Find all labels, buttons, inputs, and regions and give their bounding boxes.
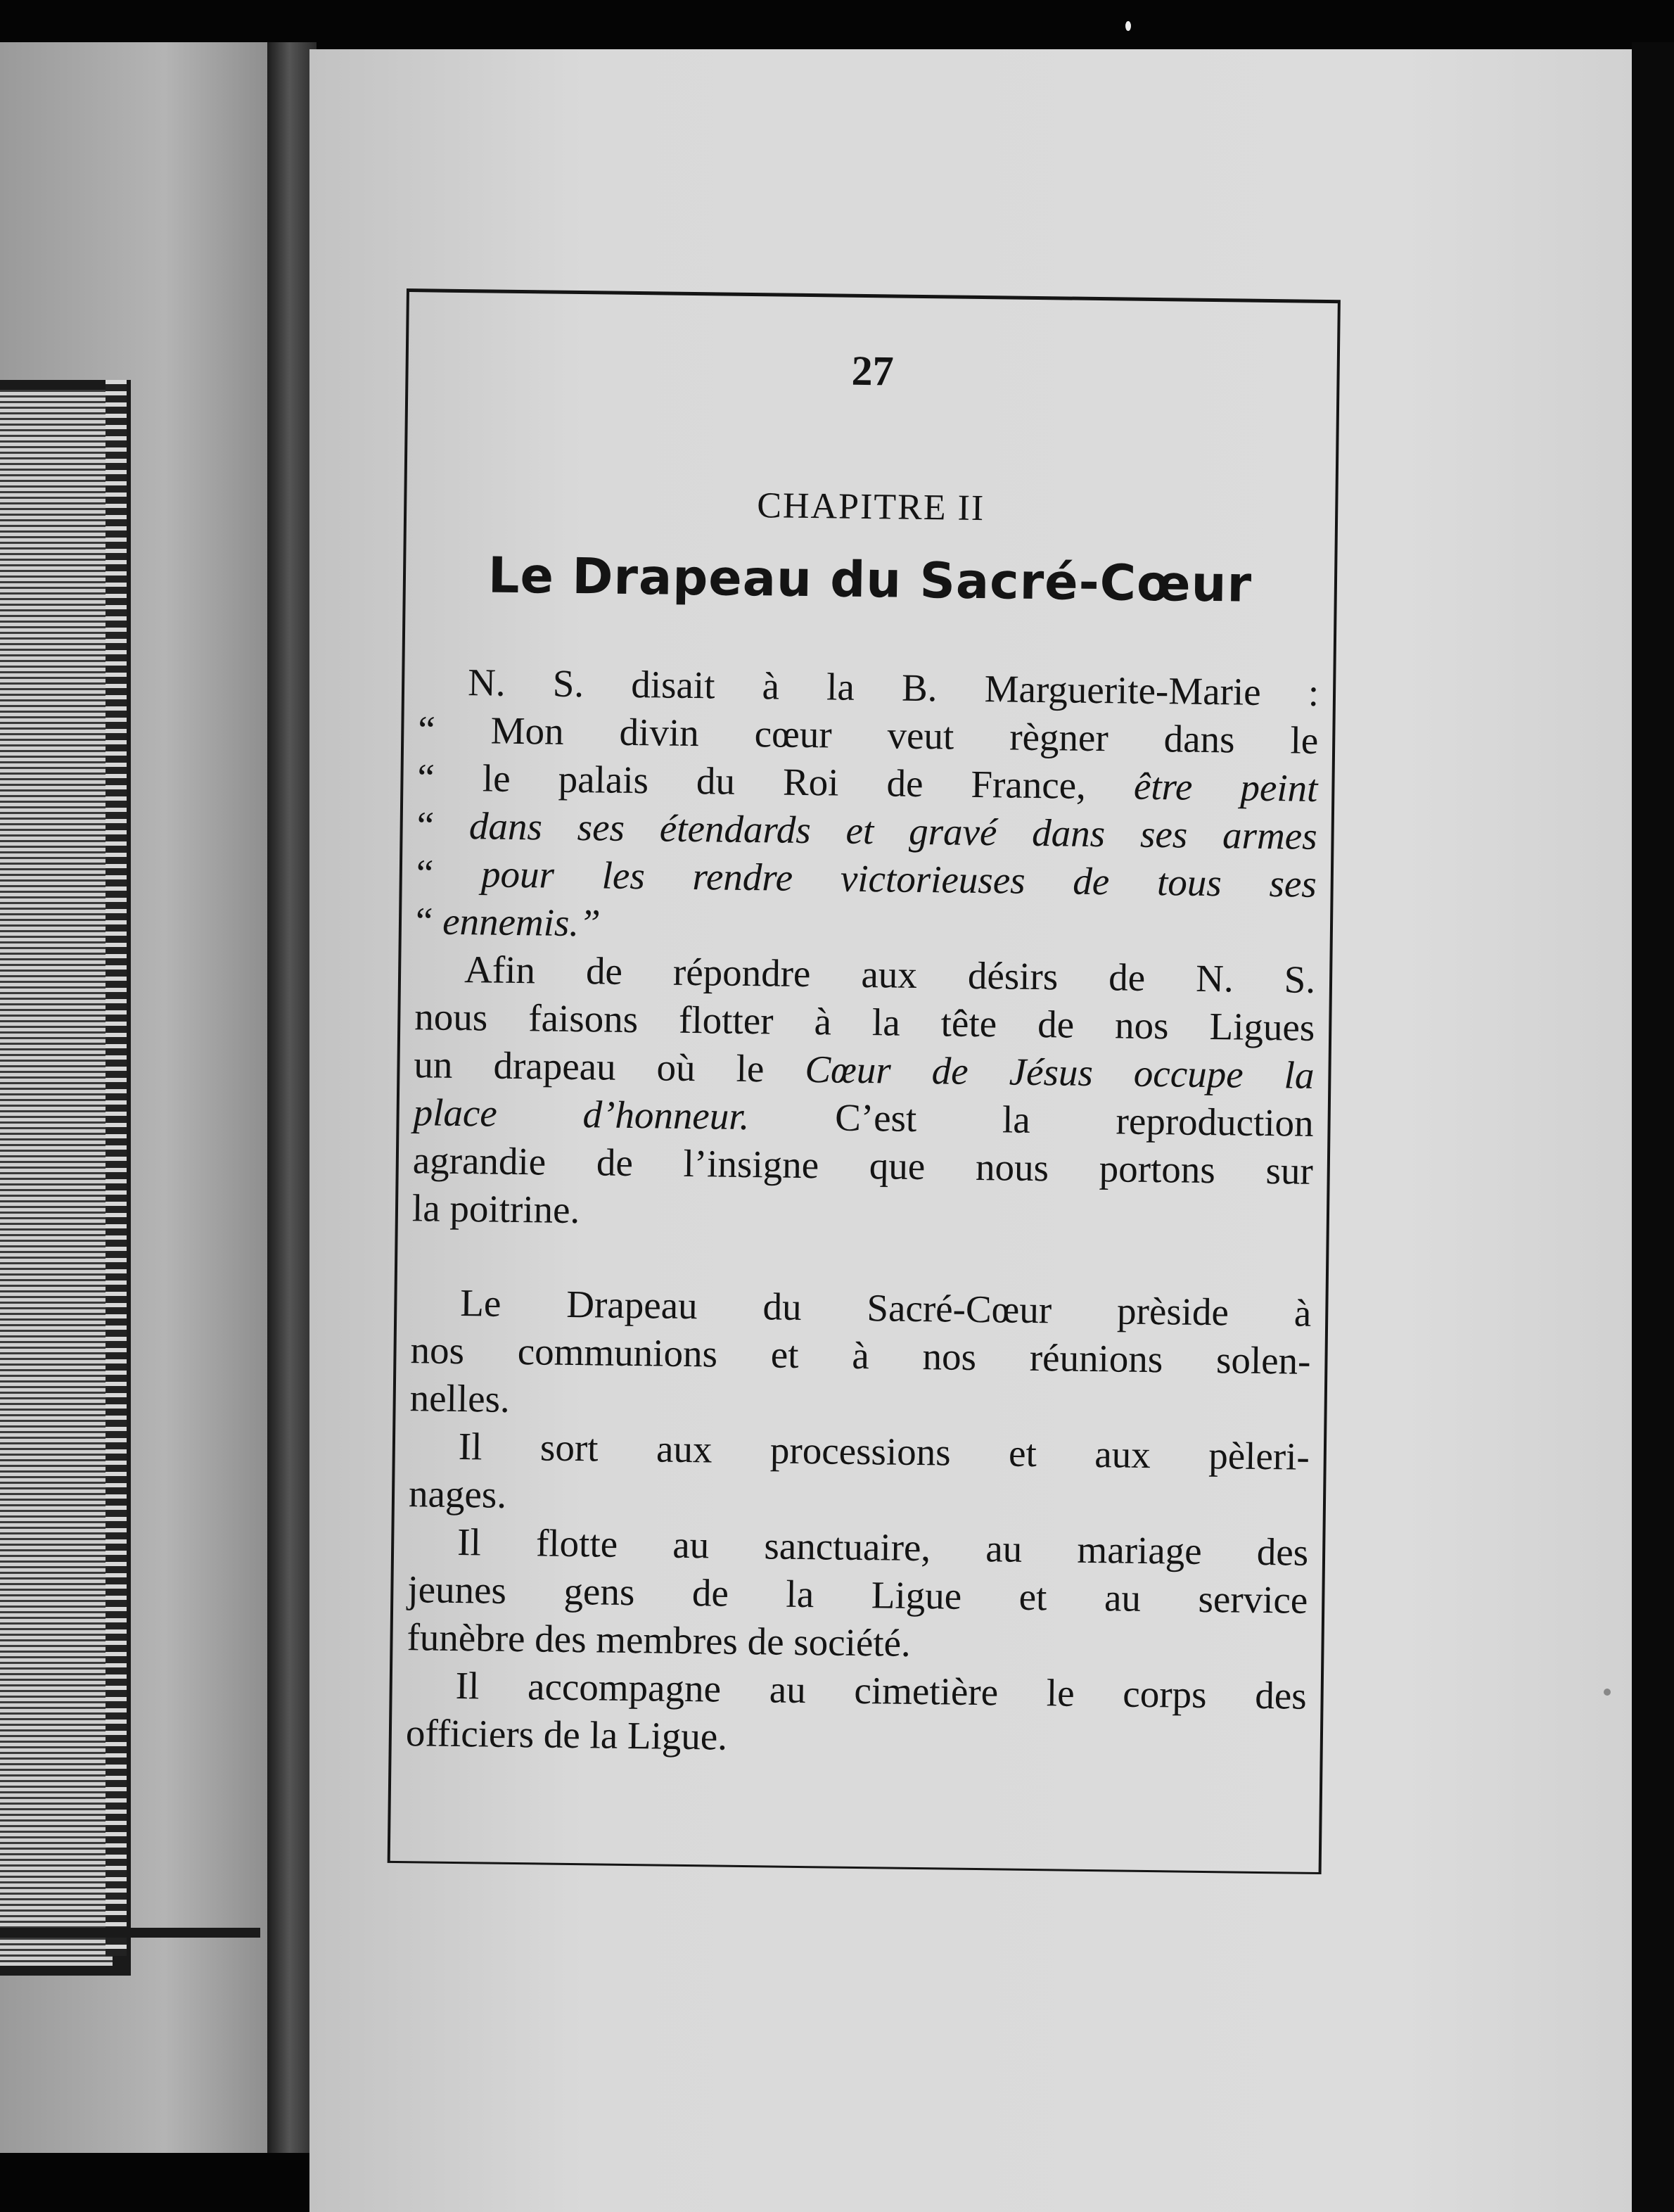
text-line: funèbre des membres de société.	[407, 1615, 912, 1665]
paragraph-6	[406, 1661, 1308, 1768]
text-line: agrandie de l’insigne que nous portons sur	[412, 1138, 1314, 1193]
text-line: Afin de répondre aux désirs de N. S.	[464, 948, 1316, 1001]
paragraph-5	[407, 1518, 1308, 1672]
scan-speck	[1604, 1689, 1611, 1696]
chapter-title: Le Drapeau du Sacré-Cœur	[487, 546, 1253, 614]
italic-span: pour les rendre victorieuses de tous ses	[480, 852, 1317, 905]
chapter-heading: CHAPITRE II	[756, 485, 985, 529]
page-edge	[1632, 42, 1674, 2212]
text-line: Le Drapeau du Sacré-Cœur prèside à	[460, 1281, 1312, 1335]
body-text	[406, 658, 1320, 1768]
paragraph-3	[409, 1278, 1311, 1433]
text-line: nous faisons flotter à la tête de nos Ligues	[414, 995, 1315, 1049]
text-span: un drapeau où le	[414, 1043, 765, 1091]
text-span: C’est la reproduction	[834, 1095, 1314, 1145]
text-line: nages.	[408, 1472, 507, 1516]
quote-mark: “	[416, 803, 435, 847]
scan-speck	[1125, 21, 1131, 31]
quote-mark: “	[415, 899, 433, 943]
italic-span: dans ses étendards et gravé dans ses armes	[468, 804, 1317, 858]
left-page	[0, 42, 274, 2153]
text-line: Il flotte au sanctuaire, au mariage des	[456, 1520, 1309, 1574]
quote-mark: “	[416, 851, 434, 895]
page-number: 27	[851, 347, 895, 395]
italic-span: Cœur de Jésus occupe la	[805, 1048, 1315, 1097]
text-line: la poitrine.	[411, 1186, 580, 1232]
text-line: nos communions et à nos réunions solen-	[410, 1328, 1311, 1382]
text-line: N. S. disait à la B. Marguerite-Marie :	[467, 661, 1320, 714]
italic-span: être peint	[1133, 764, 1318, 810]
text-line: Il sort aux processions et aux pèleri-	[458, 1425, 1310, 1478]
text-line: officiers de la Ligue.	[405, 1711, 728, 1758]
text-line: Il accompagne au cimetière le corps des	[455, 1664, 1308, 1717]
text-line: nelles.	[409, 1376, 511, 1420]
text-line: “ Mon divin cœur veut règner dans le	[417, 708, 1319, 762]
text-block-frame	[388, 288, 1341, 1874]
text-line: jeunes gens de la Ligue et au service	[407, 1568, 1308, 1622]
left-page-ornamental-border	[106, 380, 127, 1956]
paragraph-4	[409, 1422, 1310, 1529]
left-page-rule	[0, 1928, 260, 1938]
italic-span: place d’honneur.	[413, 1091, 750, 1138]
paragraph-1	[416, 658, 1320, 956]
italic-span: ennemis.”	[442, 899, 601, 945]
text-span: “ le palais du Roi de France,	[417, 756, 1087, 807]
paragraph-2	[412, 945, 1316, 1243]
